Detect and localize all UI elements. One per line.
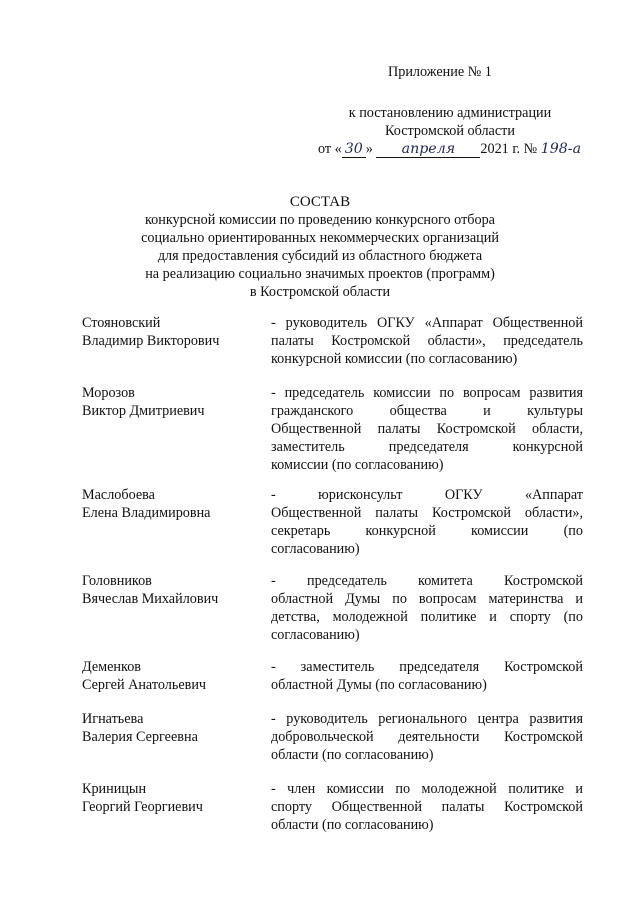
member-surname: Игнатьева: [82, 711, 144, 727]
member-given-names: Вячеслав Михайлович: [82, 591, 219, 607]
role-line: конкурсной комиссии (по согласованию): [271, 351, 518, 367]
role-line: детства, молодежной политике и спорту (по: [271, 609, 583, 625]
role-line: согласованию): [271, 541, 360, 557]
member-surname: Головников: [82, 573, 152, 589]
role-line: согласованию): [271, 627, 360, 643]
role-line: секретарь конкурсной комиссии (по: [271, 523, 583, 539]
member-given-names: Валерия Сергеевна: [82, 729, 198, 745]
member-given-names: Владимир Викторович: [82, 333, 220, 349]
role-line: палаты Костромской области», председатель: [271, 333, 583, 349]
role-line: - юрисконсульт ОГКУ «Аппарат: [271, 487, 583, 503]
member-name: [82, 314, 252, 350]
member-surname: Стояновский: [82, 315, 161, 331]
member-surname: Деменков: [82, 659, 141, 675]
member-surname: Морозов: [82, 385, 135, 401]
role-line: области (по согласованию): [271, 747, 434, 763]
appendix-region: Костромской области: [385, 123, 515, 139]
role-line: гражданского общества и культуры: [271, 403, 583, 419]
resolution-number: 198-а: [540, 141, 582, 157]
title-line-2: социально ориентированных некоммерческих организаций: [141, 230, 499, 246]
date-year: 2021 г. №: [480, 141, 538, 157]
member-surname: Криницын: [82, 781, 147, 797]
date-prefix: от «: [318, 141, 342, 157]
document-heading: СОСТАВ: [289, 194, 351, 210]
title-line-1: конкурсной комиссии по проведению конкурсного отбора: [145, 212, 495, 228]
member-name: [82, 572, 252, 608]
member-role: [271, 572, 583, 644]
member-given-names: Георгий Георгиевич: [82, 799, 203, 815]
role-line: областной Думы (по согласованию): [271, 677, 487, 693]
appendix-label: Приложение № 1: [388, 64, 492, 80]
role-line: заместитель председателя конкурсной: [271, 439, 583, 455]
date-close-quote: »: [365, 141, 373, 157]
member-name: [82, 710, 252, 746]
member-given-names: Сергей Анатольевич: [82, 677, 207, 693]
role-line: комиссии (по согласованию): [271, 457, 444, 473]
role-line: добровольческой деятельности Костромской: [271, 729, 583, 745]
role-line: - руководитель ОГКУ «Аппарат Общественной: [271, 315, 583, 331]
member-role: [271, 780, 583, 834]
member-given-names: Виктор Дмитриевич: [82, 403, 205, 419]
title-line-4: на реализацию социально значимых проектов (программ): [145, 266, 495, 282]
member-role: [271, 486, 583, 558]
title-line-5: в Костромской области: [249, 284, 391, 300]
role-line: области (по согласованию): [271, 817, 434, 833]
role-line: - руководитель регионального центра развития: [271, 711, 583, 727]
member-name: [82, 384, 252, 420]
member-role: [271, 658, 583, 694]
member-role: [271, 710, 583, 764]
title-line-3: для предоставления субсидий из областного бюджета: [157, 248, 483, 264]
role-line: - член комиссии по молодежной политике и: [271, 781, 583, 797]
date-month: апреля: [376, 141, 480, 158]
role-line: - председатель комитета Костромской: [271, 573, 583, 589]
role-line: спорту Общественной палаты Костромской: [271, 799, 583, 815]
member-name: [82, 658, 252, 694]
role-line: - заместитель председателя Костромской: [271, 659, 583, 675]
role-line: - председатель комиссии по вопросам развития: [271, 385, 583, 401]
appendix-date-line: [318, 140, 608, 158]
date-day: 30: [342, 141, 366, 158]
member-name: [82, 780, 252, 816]
member-role: [271, 314, 583, 368]
member-name: [82, 486, 252, 522]
member-role: [271, 384, 583, 474]
role-line: Общественной палаты Костромской области»,: [271, 505, 583, 521]
role-line: Общественной палаты Костромской области,: [271, 421, 583, 437]
member-given-names: Елена Владимировна: [82, 505, 211, 521]
appendix-resolution: к постановлению администрации: [348, 105, 552, 121]
role-line: областной Думы по вопросам материнства и: [271, 591, 583, 607]
member-surname: Маслобоева: [82, 487, 155, 503]
